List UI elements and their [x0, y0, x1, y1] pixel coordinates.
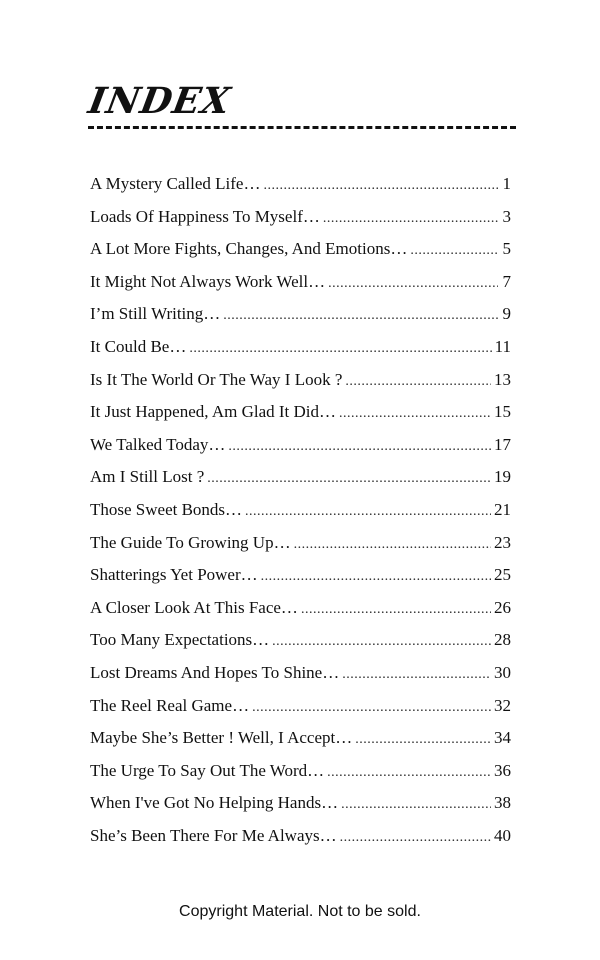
dot-leader: [341, 789, 491, 822]
toc-entry-page: 21: [494, 499, 511, 519]
dot-leader: [228, 431, 491, 464]
toc-entry-title: I’m Still Writing…: [90, 304, 221, 324]
toc-entry-page: 7: [502, 271, 511, 291]
dot-leader: [272, 626, 491, 659]
dot-leader: [340, 822, 491, 855]
dot-leader: [323, 203, 498, 236]
toc-entry-title: The Urge To Say Out The Word…: [90, 760, 325, 780]
toc-entry: [90, 755, 511, 788]
toc-entry: [90, 364, 511, 397]
toc-entry-page: 32: [494, 695, 511, 715]
toc-entry-page: 38: [494, 793, 511, 813]
toc-entry-title: She’s Been There For Me Always…: [90, 825, 337, 845]
toc-entry-page: 15: [494, 402, 511, 422]
toc-entry-page: 9: [502, 304, 511, 324]
toc-entry-title: A Lot More Fights, Changes, And Emotions…: [90, 239, 408, 259]
toc-entry: [90, 690, 511, 723]
toc-entry-page: 19: [494, 467, 511, 487]
toc-entry-title: Loads Of Happiness To Myself…: [90, 206, 320, 226]
toc-entry: [90, 298, 511, 331]
toc-entry-title: Maybe She’s Better ! Well, I Accept…: [90, 728, 353, 748]
dot-leader: [345, 366, 491, 399]
dot-leader: [207, 463, 491, 496]
dot-leader: [252, 692, 491, 725]
toc-entry: [90, 429, 511, 462]
toc-entry: [90, 820, 511, 853]
dot-leader: [263, 170, 498, 203]
toc-entry-title: Those Sweet Bonds…: [90, 499, 243, 519]
toc-entry: [90, 559, 511, 592]
toc-entry-title: It Might Not Always Work Well…: [90, 271, 326, 291]
toc-entry-title: A Closer Look At This Face…: [90, 597, 298, 617]
toc-entry-page: 13: [494, 369, 511, 389]
index-heading: INDEX: [85, 80, 235, 122]
toc-entry-page: 36: [494, 760, 511, 780]
dot-leader: [189, 333, 491, 366]
toc-entry-page: 25: [494, 565, 511, 585]
toc-entry-title: The Reel Real Game…: [90, 695, 250, 715]
toc-entry: [90, 722, 511, 755]
dot-leader: [327, 757, 491, 790]
toc-entry-page: 5: [502, 239, 511, 259]
dot-leader: [261, 561, 491, 594]
toc-entry-title: Shatterings Yet Power…: [90, 565, 258, 585]
toc-entry: [90, 461, 511, 494]
toc-entry-title: We Talked Today…: [90, 434, 226, 454]
toc-entry: [90, 624, 511, 657]
toc-entry: [90, 168, 511, 201]
dot-leader: [294, 529, 491, 562]
toc-entry-page: 30: [494, 662, 511, 682]
toc-entry-title: Am I Still Lost ?: [90, 467, 205, 487]
toc-entry: [90, 201, 511, 234]
toc-entry-title: When I've Got No Helping Hands…: [90, 793, 339, 813]
dashed-divider: [88, 126, 516, 129]
toc-entry-page: 28: [494, 630, 511, 650]
dot-leader: [223, 300, 498, 333]
toc-entry: [90, 233, 511, 266]
toc-entry-title: It Just Happened, Am Glad It Did…: [90, 402, 336, 422]
dot-leader: [245, 496, 491, 529]
table-of-contents: [90, 168, 511, 852]
toc-entry: [90, 657, 511, 690]
toc-entry-title: The Guide To Growing Up…: [90, 532, 291, 552]
toc-entry-title: Is It The World Or The Way I Look ?: [90, 369, 343, 389]
dot-leader: [339, 398, 491, 431]
toc-entry: [90, 396, 511, 429]
toc-entry-page: 23: [494, 532, 511, 552]
toc-entry-page: 11: [494, 336, 511, 356]
toc-entry-title: Too Many Expectations…: [90, 630, 270, 650]
copyright-notice: Copyright Material. Not to be sold.: [179, 903, 421, 920]
toc-entry: [90, 494, 511, 527]
toc-entry-page: 40: [494, 825, 511, 845]
toc-entry-page: 26: [494, 597, 511, 617]
toc-entry: [90, 266, 511, 299]
toc-entry-page: 3: [502, 206, 511, 226]
toc-entry-title: It Could Be…: [90, 336, 187, 356]
toc-entry: [90, 592, 511, 625]
dot-leader: [301, 594, 491, 627]
dot-leader: [355, 724, 491, 757]
toc-entry: [90, 527, 511, 560]
dot-leader: [342, 659, 491, 692]
toc-entry: [90, 331, 511, 364]
toc-entry-page: 34: [494, 728, 511, 748]
toc-entry-title: A Mystery Called Life…: [90, 174, 261, 193]
toc-entry-page: 1: [502, 174, 511, 193]
toc-entry-page: 17: [494, 434, 511, 454]
dot-leader: [328, 268, 498, 301]
toc-entry-title: Lost Dreams And Hopes To Shine…: [90, 662, 340, 682]
toc-entry: [90, 787, 511, 820]
dot-leader: [410, 235, 498, 268]
